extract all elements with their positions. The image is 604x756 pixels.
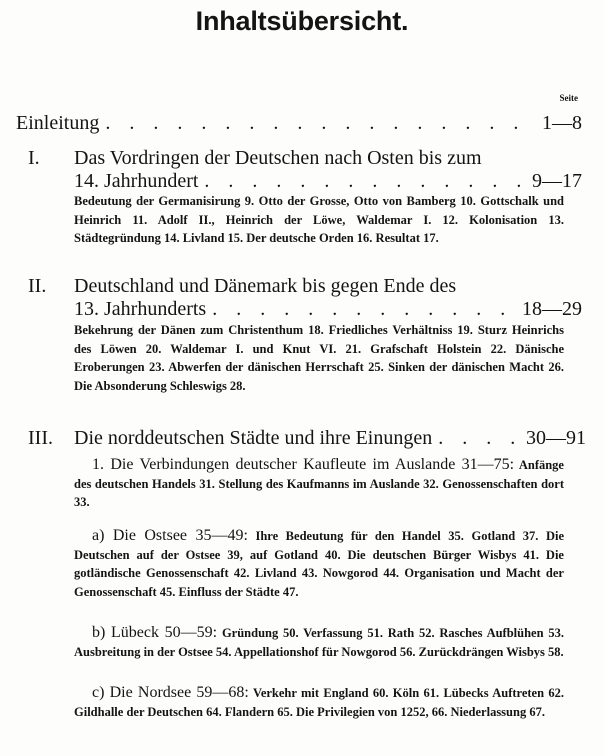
chapter-title-row xyxy=(74,170,582,193)
dot-leader xyxy=(204,170,526,193)
toc-section xyxy=(74,684,564,721)
chapter-number: III. xyxy=(28,427,53,449)
chapter-title-row xyxy=(28,427,586,450)
section-text: Ihre Bedeutung für den Handel 35. Gotland 37. Die Deutschen auf der Ostsee 39, auf Gotland 40. Die deutschen Bürger Wisbys 41. Die gotländische Genossenschaft 42. Livland 43. Nowgorod 44. Organisation und Macht der Genossenschaft 45. Einfluss der Städte 47. xyxy=(74,529,565,599)
section-text: Anfänge des deutschen Handels 31. Stellung des Kaufmanns im Auslande 32. Genossenschaften dort 33. xyxy=(74,458,564,509)
toc-section xyxy=(74,456,564,512)
toc-section xyxy=(74,527,564,601)
chapter-pages: 18—29 xyxy=(522,298,582,320)
dot-leader xyxy=(212,298,516,321)
section-heading: c) Die Nordsee 59—68: xyxy=(92,684,249,701)
chapter-summary: Bekehrung der Dänen zum Christenthum 18. Friedliches Verhältniss 19. Sturz Heinrichs des Löwen 20. Waldemar I. und Knut VI. 21. Grafschaft Holstein 22. Dänische Eroberungen 23. Abwerfen der dänischen Herrschaft 25. Sinken der dänischen Macht 26. Die Absonderung Schleswigs 28. xyxy=(74,323,564,393)
entry-pages: 1—8 xyxy=(542,112,582,134)
section-text: Verkehr mit England 60. Köln 61. Lübecks Auftreten 62. Gildhalle der Deutschen 64. Flandern 65. Die Privilegien von 1252, 66. Niederlassung 67. xyxy=(74,686,564,719)
chapter-title-line: Das Vordringen der Deutschen nach Osten bis zum xyxy=(74,147,482,169)
chapter-number: II. xyxy=(28,275,47,297)
toc-entry-einleitung xyxy=(16,112,582,135)
section-heading: b) Lübeck 50—59: xyxy=(92,624,218,641)
dot-leader xyxy=(105,112,536,135)
dot-leader xyxy=(438,427,520,450)
chapter-summary: Bedeutung der Germanisirung 9. Otto der Grosse, Otto von Bamberg 10. Gottschalk und Heinrich 11. Adolf II., Heinrich der Löwe, Waldemar I. 12. Kolonisation 13. Städtegründung 14. Livland 15. Der deutsche Orden 16. Resultat 17. xyxy=(74,194,564,245)
chapter-pages: 9—17 xyxy=(532,170,582,192)
chapter-title-line: 13. Jahrhunderts xyxy=(74,298,207,320)
chapter-title-line: 14. Jahrhundert xyxy=(74,170,199,192)
page-title: Inhaltsübersicht. xyxy=(195,6,409,36)
toc-section xyxy=(74,624,564,661)
section-heading: 1. Die Verbindungen deutscher Kaufleute im Auslande 31—75: xyxy=(92,456,515,473)
page-column-label: Seite xyxy=(559,93,578,103)
chapter-pages: 30—91 xyxy=(526,427,586,449)
chapter-title-line: Deutschland und Dänemark bis gegen Ende des xyxy=(74,275,457,297)
entry-label: Einleitung xyxy=(16,112,100,134)
chapter-number: I. xyxy=(28,147,40,169)
section-heading: a) Die Ostsee 35—49: xyxy=(92,527,248,544)
chapter-title-row xyxy=(74,298,582,321)
chapter-title-line: Die norddeutschen Städte und ihre Einungen xyxy=(74,427,433,449)
section-text: Gründung 50. Verfassung 51. Rath 52. Rasches Aufblühen 53. Ausbreitung in der Ostsee 54. Appellationshof für Nowgorod 56. Zurückdrängen Wisbys 58. xyxy=(74,626,564,659)
